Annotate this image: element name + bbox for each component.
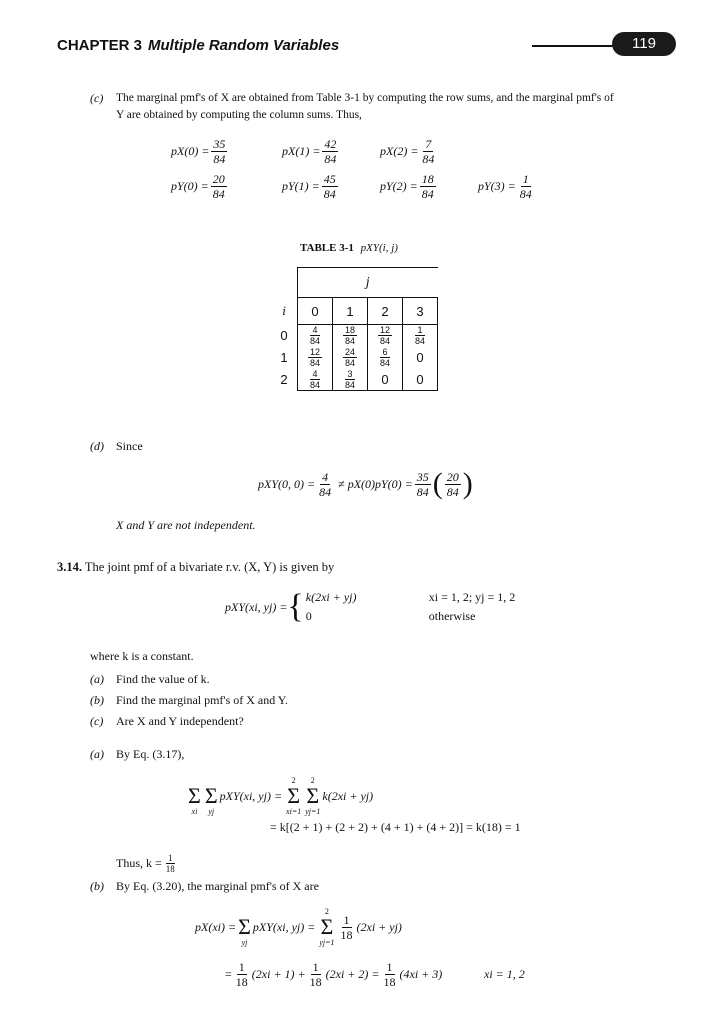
table-cell: 0	[368, 369, 403, 391]
sum-eq1-rhs: k(2xi + yj)	[322, 788, 374, 803]
part-c-line2: Y are obtained by computing the column sums. Thus,	[116, 109, 362, 121]
equals-sign: =	[225, 967, 232, 981]
frac-num: 4	[322, 469, 329, 484]
py2-num: 18	[421, 172, 434, 186]
py3-den: 84	[519, 187, 532, 201]
py2-lhs: pY(2) =	[380, 179, 418, 193]
sum-xi-1-2-icon: 2 Σ xi=1	[286, 776, 302, 816]
py0-lhs: pY(0) =	[171, 179, 209, 193]
pmf-case-1	[306, 588, 516, 607]
cell-fraction	[343, 347, 357, 368]
frac-1-18	[382, 960, 398, 989]
where-k-constant: where k is a constant.	[90, 649, 194, 663]
item-label: (c)	[90, 714, 104, 728]
term-3: (4xi + 3)	[399, 967, 443, 981]
case2-expr: 0	[305, 609, 312, 623]
px1-lhs: pX(1) =	[282, 144, 321, 158]
py0-frac	[211, 172, 227, 201]
problem-item-a	[90, 669, 288, 690]
py1-eq	[282, 172, 340, 201]
frac-den: 84	[446, 484, 459, 499]
col-header: 2	[368, 298, 403, 325]
py2-frac	[420, 172, 436, 201]
frac-num: 12	[379, 325, 390, 336]
frac-den: 84	[344, 336, 355, 347]
problem-text: The joint pmf of a bivariate r.v. (X, Y) is given by	[84, 560, 335, 574]
frac-den: 84	[344, 379, 355, 390]
part-d-label: (d)	[90, 439, 104, 453]
chapter-title: Multiple Random Variables	[148, 37, 340, 54]
frac-num: 35	[416, 469, 429, 484]
frac-den: 84	[319, 484, 332, 499]
frac-den: 84	[309, 358, 320, 368]
table-cell	[368, 347, 403, 369]
frac-4-84	[317, 470, 333, 499]
product-term: pX(0)pY(0) =	[347, 476, 413, 491]
row-header: 0	[280, 328, 288, 343]
frac-num: 24	[344, 347, 355, 357]
frac-num: 3	[347, 368, 353, 379]
frac-num: 20	[446, 469, 459, 484]
part-d-conclusion: X and Y are not independent.	[116, 518, 256, 532]
px2-num: 7	[425, 137, 432, 151]
py0-num: 20	[212, 172, 225, 186]
not-equal-sign: ≠	[338, 476, 345, 491]
py3-num: 1	[522, 172, 529, 186]
problem-items	[90, 669, 288, 732]
item-text: Find the value of k.	[116, 672, 210, 686]
sum-equation-2: = k[(2 + 1) + (2 + 2) + (4 + 1) + (4 + 2)] = k(18) = 1	[270, 820, 521, 834]
py1-lhs: pY(1) =	[282, 179, 320, 193]
k-result	[116, 853, 179, 874]
frac-num: 1	[238, 960, 245, 974]
case1-expr: k(2xi + yj)	[305, 590, 357, 604]
frac-num: 4	[312, 368, 318, 379]
pmf-case-2	[306, 607, 516, 626]
frac-num: 12	[309, 347, 320, 357]
joint-pmf-definition	[225, 588, 515, 626]
header-rule	[532, 45, 622, 47]
term-2: (2xi + 2) =	[325, 967, 380, 981]
pmf-cases	[306, 588, 516, 626]
py0-den: 84	[212, 187, 225, 201]
py2-eq	[380, 172, 438, 201]
frac-den: 18	[235, 975, 248, 989]
problem-item-b	[90, 690, 288, 711]
table-cell	[333, 325, 368, 347]
py1-frac	[322, 172, 338, 201]
cell-fraction	[308, 347, 322, 368]
chapter-number: CHAPTER 3	[57, 37, 143, 54]
table-row	[271, 347, 438, 369]
frac-den: 84	[414, 336, 425, 347]
px2-eq	[380, 137, 438, 166]
px1-den: 84	[324, 152, 337, 166]
frac-den: 84	[309, 379, 320, 390]
term-1: (2xi + 1) +	[251, 967, 306, 981]
table-cell	[333, 369, 368, 391]
px1-eq	[282, 137, 340, 166]
part-c-line1: The marginal pmf's of X are obtained from Table 3-1 by computing the row sums, and the marginal pmf's of	[116, 92, 614, 104]
px1-num: 42	[324, 137, 337, 151]
frac-den: 18	[309, 975, 322, 989]
px-xi-lhs: pX(xi) =	[195, 919, 237, 934]
table-cell	[368, 325, 403, 347]
frac-1-18	[234, 960, 250, 989]
solution-b-label: (b)	[90, 879, 104, 893]
sum-yj-icon: Σ yj	[238, 914, 251, 947]
case1-cond: xi = 1, 2; yj = 1, 2	[428, 590, 516, 604]
frac-den: 84	[379, 358, 390, 368]
cell-fraction	[308, 325, 322, 346]
j-header: j	[298, 268, 438, 298]
table-cell	[403, 325, 438, 347]
table-cell: 0	[403, 347, 438, 369]
frac-den: 18	[383, 975, 396, 989]
solution-a-label: (a)	[90, 747, 104, 761]
frac-1-18	[308, 960, 324, 989]
frac-num: 1	[386, 960, 393, 974]
sum-equation-1	[186, 776, 373, 816]
py3-lhs: pY(3) =	[478, 179, 516, 193]
frac-num: 18	[344, 325, 355, 336]
problem-statement	[57, 559, 334, 576]
frac-1-18	[339, 913, 355, 942]
problem-number: 3.14.	[57, 560, 82, 574]
table-cell	[333, 347, 368, 369]
px-rhs: (2xi + yj)	[356, 919, 402, 934]
px0-den: 84	[213, 152, 226, 166]
item-text: Are X and Y independent?	[116, 714, 244, 728]
px1-frac	[322, 137, 338, 166]
pmf-table-grid	[271, 267, 438, 391]
table-caption	[300, 240, 398, 257]
part-d-since: Since	[116, 439, 143, 453]
frac-num: 6	[382, 347, 388, 357]
frac-35-84	[415, 470, 431, 499]
px2-frac	[420, 137, 436, 166]
item-text: Find the marginal pmf's of X and Y.	[116, 693, 288, 707]
table-caption-fn: pXY(i, j)	[360, 242, 398, 254]
part-c-text	[116, 90, 676, 124]
py0-eq	[171, 172, 229, 201]
page-number: 119	[612, 32, 676, 56]
cell-fraction	[378, 347, 392, 368]
col-header: 3	[403, 298, 438, 325]
frac-den: 84	[379, 336, 390, 347]
px2-lhs: pX(2) =	[380, 144, 419, 158]
table-cell	[298, 325, 333, 347]
k-frac	[164, 853, 177, 874]
px2-den: 84	[422, 152, 435, 166]
table-cell	[298, 347, 333, 369]
cell-fraction	[343, 325, 357, 346]
sum-xi-icon: Σ xi	[188, 783, 201, 816]
frac-den: 18	[165, 864, 175, 874]
pmf-lhs: pXY(xi, yj) =	[225, 599, 288, 614]
chapter-header	[57, 37, 339, 54]
px0-eq	[171, 137, 229, 166]
col-header: 0	[298, 298, 333, 325]
part-d-equation	[258, 467, 473, 501]
right-paren: )	[462, 467, 473, 500]
marginal-x-line2	[225, 960, 442, 989]
py3-frac	[518, 172, 534, 201]
table-row	[271, 325, 438, 347]
table-row	[271, 369, 438, 391]
py1-den: 84	[323, 187, 336, 201]
frac-den: 18	[340, 927, 353, 942]
pmf-table	[271, 267, 438, 391]
table-caption-label: TABLE 3-1	[300, 242, 354, 254]
frac-num: 1	[417, 325, 423, 336]
item-label: (a)	[90, 672, 104, 686]
sum-yj-1-2-icon: 2 Σ yj=1	[319, 907, 335, 947]
item-label: (b)	[90, 693, 104, 707]
frac-num: 1	[168, 853, 173, 863]
frac-20-84	[445, 470, 461, 499]
frac-den: 84	[309, 336, 320, 347]
solution-b-text: By Eq. (3.20), the marginal pmf's of X are	[116, 879, 319, 893]
cell-fraction	[378, 325, 392, 346]
sum-yj-1-2-icon: 2 Σ yj=1	[305, 776, 321, 816]
frac-den: 84	[344, 358, 355, 368]
py3-eq	[478, 172, 536, 201]
cell-fraction	[343, 369, 357, 390]
part-c-label: (c)	[90, 91, 104, 105]
frac-num: 1	[343, 912, 350, 927]
py1-num: 45	[323, 172, 336, 186]
frac-num: 1	[312, 960, 319, 974]
sum-yj-icon: Σ yj	[204, 783, 218, 816]
frac-den: 84	[416, 484, 429, 499]
table-cell: 0	[403, 369, 438, 391]
frac-num: 4	[312, 325, 318, 336]
px0-num: 35	[213, 137, 226, 151]
sum-eq1-lhs: pXY(xi, yj) =	[219, 788, 283, 803]
xi-condition: xi = 1, 2	[484, 967, 525, 981]
row-header: 2	[280, 372, 288, 387]
case2-cond: otherwise	[428, 609, 476, 623]
px-mid: pXY(xi, yj) =	[252, 919, 316, 934]
col-header: 1	[333, 298, 368, 325]
px0-frac	[211, 137, 227, 166]
left-brace: {	[287, 588, 304, 625]
solution-a-text: By Eq. (3.17),	[116, 747, 185, 761]
py2-den: 84	[421, 187, 434, 201]
i-header: i	[282, 303, 286, 318]
cell-fraction	[413, 325, 427, 346]
row-header: 1	[280, 350, 288, 365]
left-paren: (	[432, 467, 443, 500]
problem-item-c	[90, 711, 288, 732]
pxy00-lhs: pXY(0, 0) =	[258, 476, 316, 491]
table-cell	[298, 369, 333, 391]
thus-text: Thus, k =	[116, 856, 162, 870]
px0-lhs: pX(0) =	[171, 144, 210, 158]
marginal-x-line1	[195, 907, 402, 947]
cell-fraction	[308, 369, 322, 390]
